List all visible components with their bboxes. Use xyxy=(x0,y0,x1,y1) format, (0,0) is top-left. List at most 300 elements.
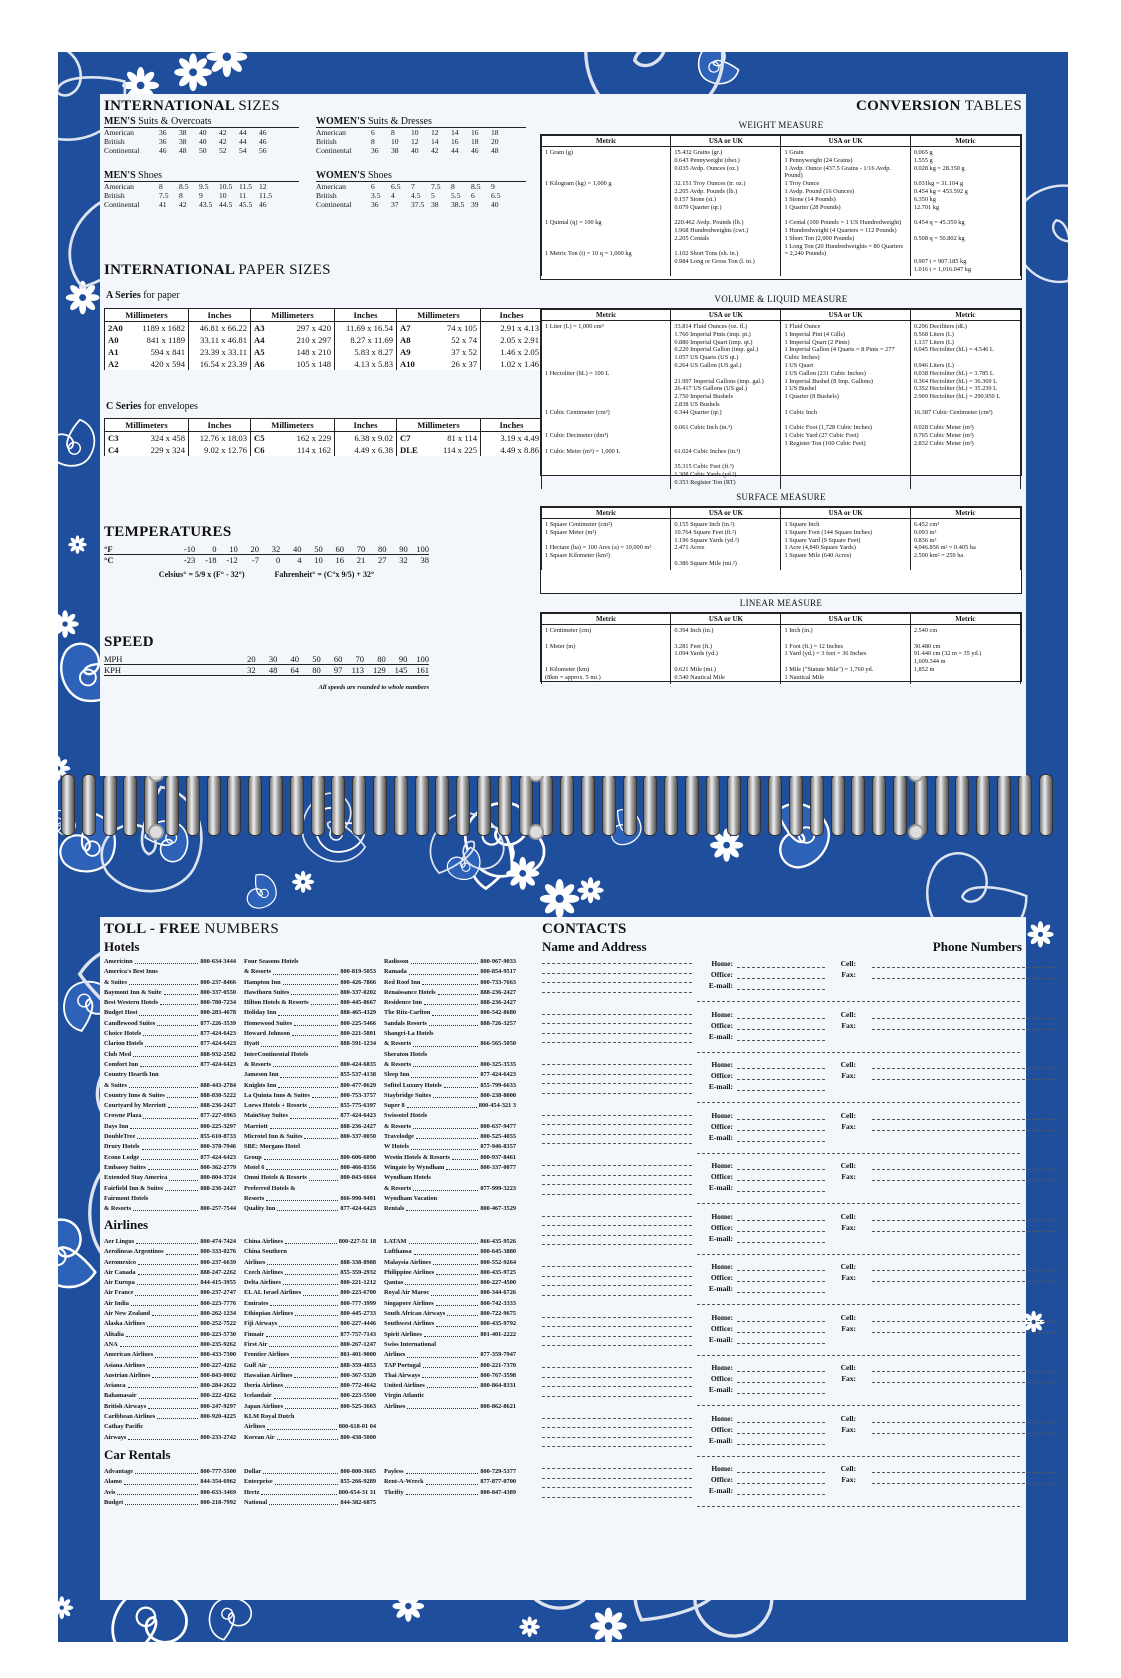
name-address-line xyxy=(542,1396,692,1397)
paper-code: DLE xyxy=(397,444,423,456)
conv-column: 1 Centimeter (cm) 1 Meter (m) 1 Kilometer (km) (8km = approx. 5 mi.) xyxy=(542,625,671,684)
phone-line xyxy=(697,1456,1020,1457)
name-address-line xyxy=(542,1468,692,1469)
fax-label: Fax: xyxy=(841,1475,856,1484)
entry-name: Southwest Airlines xyxy=(384,1320,435,1328)
leader-dots xyxy=(266,1330,338,1337)
paper-mm: 594 x 841 xyxy=(131,346,189,358)
kph-value: 161 xyxy=(416,665,430,675)
leader-dots xyxy=(432,1008,478,1015)
paper-mm: 148 x 210 xyxy=(277,346,335,358)
directory-column xyxy=(104,1467,236,1508)
paper-inches: 16.54 x 23.39 xyxy=(189,358,251,370)
entry-phone: 800-225-3297 xyxy=(200,1122,236,1130)
conv-header: USA or UK xyxy=(671,508,781,519)
celsius-value: 4 xyxy=(297,555,302,565)
binder-hole xyxy=(908,824,924,840)
size-value: 9 xyxy=(491,182,495,191)
mm-header: Millimeters xyxy=(251,309,335,322)
paper-row xyxy=(105,334,543,346)
paper-inches: 12.76 x 18.03 xyxy=(189,432,251,445)
size-value: 38 xyxy=(431,200,439,209)
paper-inches: 33.11 x 46.81 xyxy=(189,334,251,346)
leader-dots xyxy=(446,1163,478,1170)
name-address-line xyxy=(542,1093,692,1094)
size-row xyxy=(316,182,511,191)
directory-entry xyxy=(244,1008,376,1018)
directory-entry xyxy=(244,988,376,998)
entry-phone: 855-537-4138 xyxy=(340,1071,376,1079)
leader-dots xyxy=(413,1039,478,1046)
size-label: British xyxy=(316,137,337,146)
spiral-binding xyxy=(58,770,1068,840)
entry-name: Country Inns & Suites xyxy=(104,1091,165,1099)
size-value: 56 xyxy=(259,146,267,155)
paper-sizes-title: INTERNATIONAL PAPER SIZES xyxy=(104,262,331,278)
entry-name: & Suites xyxy=(104,1081,127,1089)
entry-name: Wyndham Hotels xyxy=(384,1174,431,1182)
size-value: 40 xyxy=(199,128,207,137)
fax-label: Fax: xyxy=(841,970,856,979)
entry-name: Air Europa xyxy=(104,1279,135,1287)
entry-phone: 877-424-6423 xyxy=(200,1030,236,1038)
entry-phone: 855-359-2932 xyxy=(340,1268,376,1276)
entry-name: Rentals xyxy=(384,1205,405,1213)
email-label: E-mail: xyxy=(708,1132,733,1142)
directory-entry xyxy=(104,1278,236,1288)
entry-phone: 877-999-3223 xyxy=(480,1184,516,1192)
entry-name: Air India xyxy=(104,1299,129,1307)
directory-entry xyxy=(384,967,516,977)
entry-name: Philippine Airlines xyxy=(384,1268,435,1276)
directory-entry xyxy=(384,1288,516,1298)
directory-entry xyxy=(384,1091,516,1101)
entry-phone: 888-236-2427 xyxy=(200,1184,236,1192)
entry-phone: 800-337-0202 xyxy=(340,988,376,996)
office-label: Office: xyxy=(710,1475,733,1484)
phone-line xyxy=(737,1422,825,1423)
entry-name: Ramada xyxy=(384,968,407,976)
size-value: 36 xyxy=(371,200,379,209)
a-series-table xyxy=(104,308,543,370)
entry-name: Dollar xyxy=(244,1468,262,1475)
contact-block xyxy=(542,1311,1024,1359)
size-label: American xyxy=(104,128,134,137)
size-row xyxy=(316,200,511,209)
conv-header: USA or UK xyxy=(671,310,781,321)
inches-header: Inches xyxy=(335,419,397,432)
entry-name: Avianca xyxy=(104,1382,126,1390)
paper-code: A3 xyxy=(251,322,277,335)
speed-note: All speeds are rounded to whole numbers xyxy=(318,684,429,691)
leader-dots xyxy=(167,1091,199,1098)
size-row xyxy=(316,146,511,155)
paper-code: C3 xyxy=(105,432,131,445)
entry-phone: 800-283-4678 xyxy=(200,1009,236,1017)
fax-label: Fax: xyxy=(841,1374,856,1383)
office-label: Office: xyxy=(710,1323,733,1333)
paper-code: A0 xyxy=(105,334,131,346)
conv-header: Metric xyxy=(910,614,1020,625)
paper-code: A1 xyxy=(105,346,131,358)
entry-phone: 800-777-3999 xyxy=(340,1299,376,1307)
paper-code: C7 xyxy=(397,432,423,445)
entry-name: Singapore Airlines xyxy=(384,1299,434,1307)
entry-phone: 877-424-6423 xyxy=(340,1205,376,1213)
entry-name: Airways xyxy=(104,1433,127,1441)
directory-entry xyxy=(384,978,516,988)
kph-value: 48 xyxy=(268,665,278,675)
entry-phone: 800-237-2747 xyxy=(200,1289,236,1297)
directory-entry xyxy=(244,1081,376,1091)
phone-line xyxy=(872,1433,1060,1434)
directory-entry xyxy=(104,1050,236,1060)
directory-entry xyxy=(244,978,376,988)
entry-name: Microtel Inn & Suites xyxy=(244,1133,303,1141)
size-value: 4.5 xyxy=(411,191,421,200)
entry-name: Thrifty xyxy=(384,1488,404,1496)
phone-line xyxy=(697,1506,1020,1507)
entry-name: Americinn xyxy=(104,958,133,965)
entry-name: Qantas xyxy=(384,1279,404,1287)
phone-line xyxy=(697,1001,1020,1002)
entry-phone: 800-477-0629 xyxy=(340,1081,376,1089)
binding-ring xyxy=(498,774,512,836)
phone-line xyxy=(737,1321,825,1322)
entry-name: Crowne Plaza xyxy=(104,1112,142,1120)
kph-value: 145 xyxy=(394,665,408,675)
celsius-value: 0 xyxy=(276,555,281,565)
binding-ring xyxy=(290,774,304,836)
phone-line xyxy=(872,1119,1060,1120)
directory-entry xyxy=(104,967,236,977)
directory-entry xyxy=(104,1091,236,1101)
leader-dots xyxy=(406,1204,478,1211)
phone-line xyxy=(737,1371,825,1372)
toll-free-title: TOLL - FREE NUMBERS xyxy=(104,921,280,937)
mm-header: Millimeters xyxy=(105,309,189,322)
binding-ring xyxy=(456,774,470,836)
linear-table xyxy=(540,612,1022,682)
phone-line xyxy=(697,1052,1020,1053)
entry-phone: 800-367-5320 xyxy=(340,1371,376,1379)
size-value: 42 xyxy=(431,146,439,155)
entry-phone: 800-967-9033 xyxy=(480,958,516,965)
entry-name: Alitalia xyxy=(104,1330,124,1338)
entry-phone: 844-354-6962 xyxy=(200,1478,236,1486)
size-value: 44 xyxy=(239,137,247,146)
leader-dots xyxy=(407,1350,478,1357)
entry-name: Candlewood Suites xyxy=(104,1019,156,1027)
conv-header: Metric xyxy=(542,310,671,321)
linear-title: LINEAR MEASURE xyxy=(739,598,823,608)
conv-header: Metric xyxy=(542,136,671,147)
size-value: 6 xyxy=(371,182,375,191)
leader-dots xyxy=(148,1402,198,1409)
binding-ring xyxy=(373,774,387,836)
size-label: American xyxy=(316,182,346,191)
directory-entry xyxy=(384,1350,516,1360)
entry-name: TAP Portugal xyxy=(384,1361,421,1369)
phone-line xyxy=(737,1382,825,1383)
contact-block xyxy=(542,1361,1024,1409)
binding-ring xyxy=(706,774,720,836)
directory-entry xyxy=(104,1101,236,1111)
phone-line xyxy=(737,978,825,979)
leader-dots xyxy=(129,1081,198,1088)
leader-dots xyxy=(137,1132,198,1139)
directory-entry xyxy=(104,1237,236,1247)
name-address-line xyxy=(542,1134,692,1135)
entry-phone: 800-362-2779 xyxy=(200,1163,236,1171)
size-value: 11.5 xyxy=(259,191,273,200)
directory-entry xyxy=(244,1402,376,1412)
cell-label: Cell: xyxy=(840,1262,856,1271)
entry-phone: 800-225-5466 xyxy=(340,1019,376,1027)
binding-ring xyxy=(82,774,96,836)
leader-dots xyxy=(291,1350,338,1357)
phone-line xyxy=(872,1422,1060,1423)
mph-value: 80 xyxy=(377,654,386,664)
directory-entry xyxy=(384,1163,516,1173)
cell-label: Cell: xyxy=(840,1060,856,1069)
leader-dots xyxy=(137,1278,199,1285)
entry-phone: 877-877-0700 xyxy=(480,1478,516,1486)
phone-line xyxy=(737,1483,825,1484)
entry-name: Budget xyxy=(104,1498,124,1506)
directory-entry xyxy=(244,1019,376,1029)
size-row xyxy=(104,200,279,209)
leader-dots xyxy=(279,1319,338,1326)
name-address-line xyxy=(542,1235,692,1236)
leader-dots xyxy=(278,1008,338,1015)
conv-column: 15.432 Grains (gr.) 0.643 Pennyweight (dwt.) 0.035 Avdp. Ounces (oz.) 32.151 Troy Ounces (tr. oz.) 2.205 Avdp. Pounds (lb.) 0.157 Stone (st.) 0.079 Quarter (qr.) 220.462 Avdp. Pounds (lb.) 1.968 Hundredweights (cwt.) 2.205 Centals 1.102 Short Tons (sh. tn.) 0.984 Long or Gross Ton (l. tn.) xyxy=(671,147,781,276)
leader-dots xyxy=(270,1299,338,1306)
name-address-line xyxy=(542,1184,692,1185)
leader-dots xyxy=(126,1330,198,1337)
name-address-line xyxy=(542,1225,692,1226)
size-value: 18 xyxy=(491,128,499,137)
paper-mm: 114 x 162 xyxy=(277,444,335,456)
binding-ring xyxy=(123,774,137,836)
leader-dots xyxy=(413,1184,478,1191)
email-label: E-mail: xyxy=(708,1385,733,1394)
leader-dots xyxy=(128,1433,198,1440)
directory-entry xyxy=(104,978,236,988)
name-address-line xyxy=(542,1446,692,1447)
directory-column xyxy=(104,957,236,1214)
mph-value: 30 xyxy=(268,654,278,664)
entry-phone: 800-804-3724 xyxy=(200,1174,236,1182)
size-value: 37 xyxy=(391,200,399,209)
entry-phone: 866-565-5050 xyxy=(480,1040,516,1048)
top-page xyxy=(100,94,1026,776)
phone-line xyxy=(737,1270,825,1271)
conv-column: 1 Inch (in.) 1 Foot (ft.) = 12 Inches 1 Yard (yd.) = 3 feet = 36 Inches 1 Mile ("Statute Mile") = 1,760 yd. 1 Nautical Mile xyxy=(781,625,910,684)
entry-phone: 800-221-5801 xyxy=(340,1030,376,1038)
leader-dots xyxy=(436,1299,479,1306)
directory-entry xyxy=(244,1268,376,1278)
size-value: 38.5 xyxy=(451,200,465,209)
conv-column: 1 Fluid Ounce 1 Imperial Pint (4 Gills) 1 Imperial Quart (2 Pints) 1 Imperial Gallon (4 Quarts = 8 Pints = 277 Cubic Inches) 1 US Quart 1 US Gallon (231 Cubic Inches) 1 Imperial Bushel (8 Imp. Gallons) 1 US Bushel 1 Quarter (8 Bushels) 1 Cubic Inch 1 Cubic Foot (1,728 Cubic Inches) 1 Cubic Yard (27 Cubic Feet) 1 Register Ton (100 Cubic Feet) xyxy=(781,321,910,489)
entry-name: Preferred Hotels & xyxy=(244,1184,296,1192)
womens-shoes: WOMEN'S Shoes American 6 6.5 7 7.5 8 8.5 9 British 3.5 4 4.5 5 5.5 6 6.5 Continental 36 37 37.5 38 38.5 39 40 xyxy=(316,170,526,209)
directory-entry xyxy=(104,1299,236,1309)
entry-name: Marriott xyxy=(244,1122,268,1130)
entry-name: Sleep Inn xyxy=(384,1071,410,1079)
entry-name: Howard Johnson xyxy=(244,1030,291,1038)
leader-dots xyxy=(142,1142,199,1149)
entry-name: Air France xyxy=(104,1289,134,1297)
leader-dots xyxy=(312,1091,339,1098)
name-address-line xyxy=(542,1276,692,1277)
entry-phone: 877-359-7947 xyxy=(480,1351,516,1359)
size-value: 6 xyxy=(371,128,375,137)
binding-ring xyxy=(976,774,990,836)
entry-phone: 800-424-6835 xyxy=(340,1060,376,1068)
cell-label: Cell: xyxy=(840,1009,856,1019)
leader-dots xyxy=(427,1381,479,1388)
size-row xyxy=(104,137,279,146)
phone-line xyxy=(697,1304,1020,1305)
conv-header: USA or UK xyxy=(671,136,781,147)
surface-table xyxy=(540,506,1022,594)
home-label: Home: xyxy=(711,1211,733,1221)
directory-entry xyxy=(244,1163,376,1173)
phone-line xyxy=(737,1393,825,1394)
entry-phone: 877-424-6423 xyxy=(200,1153,236,1161)
leader-dots xyxy=(124,1477,198,1484)
size-value: 8 xyxy=(451,182,455,191)
entry-phone: 800-233-2742 xyxy=(200,1433,236,1441)
leader-dots xyxy=(166,1247,199,1254)
binding-ring xyxy=(477,774,491,836)
size-label: Continental xyxy=(104,146,140,155)
celsius-value: -23 xyxy=(183,555,196,565)
leader-dots xyxy=(266,1194,338,1201)
directory-entry xyxy=(384,998,516,1008)
phone-line xyxy=(737,1281,825,1282)
kph-value: 97 xyxy=(333,665,343,675)
entry-name: Homewood Suites xyxy=(244,1019,293,1027)
entry-phone: 800-237-6639 xyxy=(200,1258,236,1266)
name-address-line xyxy=(542,1437,692,1438)
leader-dots xyxy=(438,988,479,995)
entry-phone: 800-920-4225 xyxy=(200,1413,236,1421)
entry-name: EL AL Israel Airlines xyxy=(244,1289,302,1297)
entry-name: Sofitel Luxury Hotels xyxy=(384,1081,442,1089)
leader-dots xyxy=(273,967,338,974)
office-label: Office: xyxy=(710,1020,733,1030)
conv-column: 0.394 Inch (in.) 3.281 Feet (ft.) 1.094 Yards (yd.) 0.621 Mile (mi.) 0.540 Nautical Mile xyxy=(671,625,781,684)
conv-header: USA or UK xyxy=(671,614,781,625)
name-address-line xyxy=(542,1064,692,1065)
phone-line xyxy=(872,1079,1060,1080)
size-row xyxy=(104,182,279,191)
entry-name: Virgin Atlantic xyxy=(384,1392,425,1400)
fahrenheit-value: 80 xyxy=(378,544,387,554)
speed-title: SPEED xyxy=(104,634,154,650)
conv-column: 0.065 g 1.555 g 0.028 kg = 28.350 g 0.031kg = 31.104 g 0.454 kg = 453.592 g 6.350 kg 12.701 kg 0.454 q = 45.359 kg 0.508 q = 50.802 kg 0.907 t = 907.185 kg 1.016 t = 1,016.047 kg xyxy=(910,147,1020,276)
directory-entry xyxy=(244,1391,376,1401)
leader-dots xyxy=(141,1153,198,1160)
binding-ring xyxy=(269,774,283,836)
email-label: E-mail: xyxy=(708,1233,733,1243)
leader-dots xyxy=(147,1361,198,1368)
entry-name: America's Best Inns xyxy=(104,968,158,976)
directory-entry xyxy=(244,1111,376,1121)
name-address-line xyxy=(542,1367,692,1368)
entry-name: Four Seasons Hotels xyxy=(244,958,299,965)
entry-name: Ethiopian Airlines xyxy=(244,1310,294,1318)
size-label: American xyxy=(104,182,134,191)
entry-phone: 800-525-4055 xyxy=(480,1133,516,1141)
directory-entry xyxy=(384,1184,516,1194)
leader-dots xyxy=(139,1391,199,1398)
binding-ring xyxy=(997,774,1011,836)
entry-name: Thai Airways xyxy=(384,1371,421,1379)
entry-phone: 800-223-6700 xyxy=(340,1289,376,1297)
entry-name: KLM Royal Dutch xyxy=(244,1413,295,1421)
entry-name: Super 8 xyxy=(384,1102,405,1110)
fax-label: Fax: xyxy=(841,1424,856,1434)
size-value: 6.5 xyxy=(391,182,401,191)
binding-ring xyxy=(643,774,657,836)
name-address-line xyxy=(542,1326,692,1327)
phone-line xyxy=(697,1254,1020,1255)
entry-phone: 800-525-3663 xyxy=(340,1402,376,1410)
office-label: Office: xyxy=(710,1222,733,1232)
entry-phone: 800-767-3598 xyxy=(480,1371,516,1379)
leader-dots xyxy=(303,1288,338,1295)
weight-title: WEIGHT MEASURE xyxy=(738,120,824,130)
leader-dots xyxy=(269,1340,338,1347)
size-value: 48 xyxy=(179,146,187,155)
directory-entry xyxy=(104,1422,236,1432)
contacts-title: CONTACTS xyxy=(542,921,627,937)
phone-line xyxy=(737,1079,825,1080)
leader-dots xyxy=(133,1204,198,1211)
conv-header: USA or UK xyxy=(781,310,910,321)
entry-name: Drury Hotels xyxy=(104,1143,140,1151)
binding-ring xyxy=(186,774,200,836)
entry-name: Country Hearth Inn xyxy=(104,1071,159,1079)
entry-name: First Air xyxy=(244,1340,268,1348)
leader-dots xyxy=(413,1060,478,1067)
leader-dots xyxy=(413,1122,478,1129)
directory-entry xyxy=(384,1247,516,1257)
leader-dots xyxy=(429,1019,478,1026)
binding-ring xyxy=(664,774,678,836)
directory-entry xyxy=(104,1163,236,1173)
airlines-directory xyxy=(104,1237,516,1443)
leader-dots xyxy=(285,1237,337,1244)
directory-entry xyxy=(244,1498,376,1508)
size-label: British xyxy=(316,191,337,200)
name-address-line xyxy=(542,1023,692,1024)
entry-name: Baymont Inn & Suite xyxy=(104,988,162,996)
binding-ring xyxy=(352,774,366,836)
phone-line xyxy=(872,967,1060,968)
leader-dots xyxy=(135,1288,198,1295)
size-value: 54 xyxy=(239,146,247,155)
leader-dots xyxy=(135,957,199,964)
directory-column xyxy=(244,1467,376,1508)
directory-entry xyxy=(244,1204,376,1214)
directory-entry xyxy=(244,1132,376,1142)
leader-dots xyxy=(433,1258,478,1265)
paper-mm: 74 x 105 xyxy=(423,322,481,335)
